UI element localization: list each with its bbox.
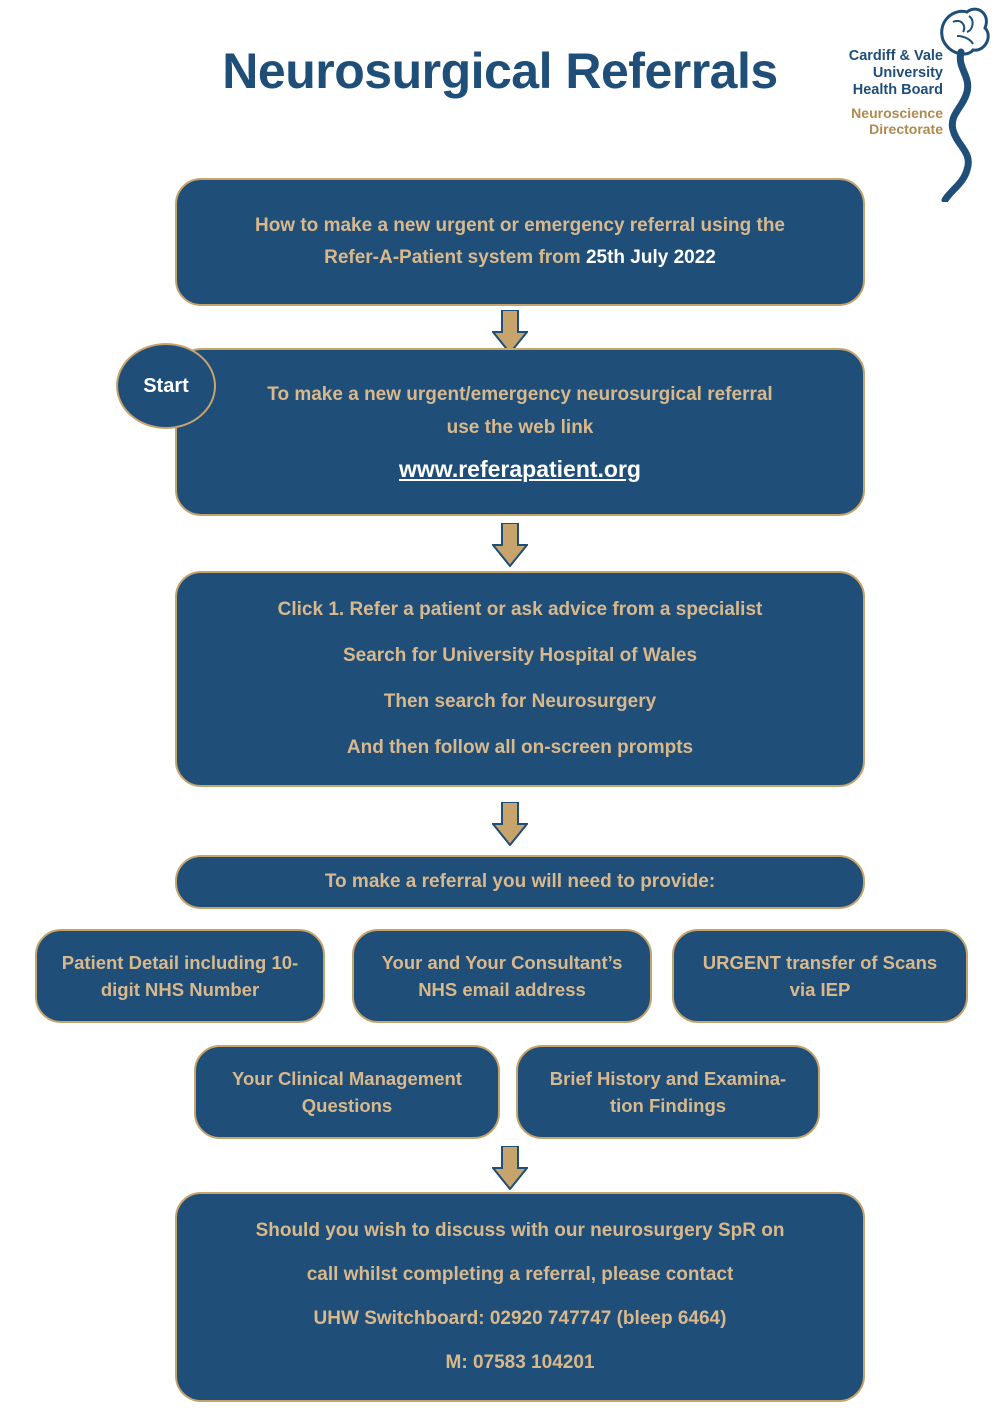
- requirement-item-5: [516, 1045, 820, 1139]
- flow-arrow-2: [492, 523, 528, 567]
- intro-line-2a: Refer-A-Patient system from: [324, 247, 586, 268]
- requirement-label: Patient Detail including 10-digit NHS Number: [61, 951, 299, 1000]
- intro-line-2: [324, 244, 716, 272]
- contact-line-1: Should you wish to discuss with our neurosurgery SpR on: [255, 1219, 785, 1241]
- contact-switchboard: UHW Switchboard: 02920 747747 (bleep 6464): [313, 1308, 727, 1329]
- provide-header-text: To make a referral you will need to provide:: [324, 870, 716, 892]
- logo-text: [825, 48, 943, 137]
- requirement-item-2: [352, 929, 652, 1023]
- organisation-logo: [825, 2, 990, 202]
- weblink-line-1: To make a new urgent/emergency neurosurgical referral: [267, 384, 773, 406]
- logo-line3: Health Board: [852, 82, 943, 98]
- flow-arrow-3: [492, 802, 528, 846]
- logo-sub1: Neuroscience: [851, 105, 943, 121]
- flow-node-contact: [175, 1192, 865, 1402]
- requirement-item-3: [672, 929, 968, 1023]
- referapatient-link[interactable]: www.referapatient.org: [399, 455, 641, 482]
- steps-line-4: And then follow all on-screen prompts: [346, 737, 694, 759]
- flow-node-steps: [175, 571, 865, 787]
- flow-node-intro: [175, 178, 865, 306]
- logo-sub2: Directorate: [869, 121, 943, 137]
- requirement-label: Brief History and Examina-tion Findings: [549, 1067, 787, 1116]
- requirement-label: URGENT transfer of Scans via IEP: [702, 951, 938, 1000]
- flow-node-provide-header: [175, 855, 865, 909]
- requirement-item-4: [194, 1045, 500, 1139]
- start-label: Start: [143, 374, 189, 397]
- flow-arrow-4: [492, 1146, 528, 1190]
- steps-line-3: Then search for Neurosurgery: [383, 691, 657, 712]
- requirement-label: Your and Your Consultant’s NHS email address: [381, 951, 623, 1000]
- steps-line-1: Click 1. Refer a patient or ask advice from a specialist: [277, 598, 763, 620]
- intro-date: 25th July 2022: [585, 247, 716, 268]
- contact-mobile: M: 07583 104201: [445, 1352, 595, 1374]
- requirement-label: Your Clinical Management Questions: [232, 1067, 462, 1116]
- logo-line2: University: [872, 65, 943, 81]
- flow-node-start: [116, 343, 216, 429]
- page-title: Neurosurgical Referrals: [222, 43, 778, 99]
- weblink-line-2: use the web link: [446, 416, 594, 438]
- contact-line-2: call whilst completing a referral, please contact: [306, 1263, 734, 1285]
- logo-line1: Cardiff & Vale: [848, 48, 943, 64]
- intro-line-1: How to make a new urgent or emergency referral using the: [254, 214, 786, 236]
- steps-line-2: Search for University Hospital of Wales: [342, 644, 698, 666]
- flow-node-weblink: [175, 348, 865, 516]
- requirement-item-1: [35, 929, 325, 1023]
